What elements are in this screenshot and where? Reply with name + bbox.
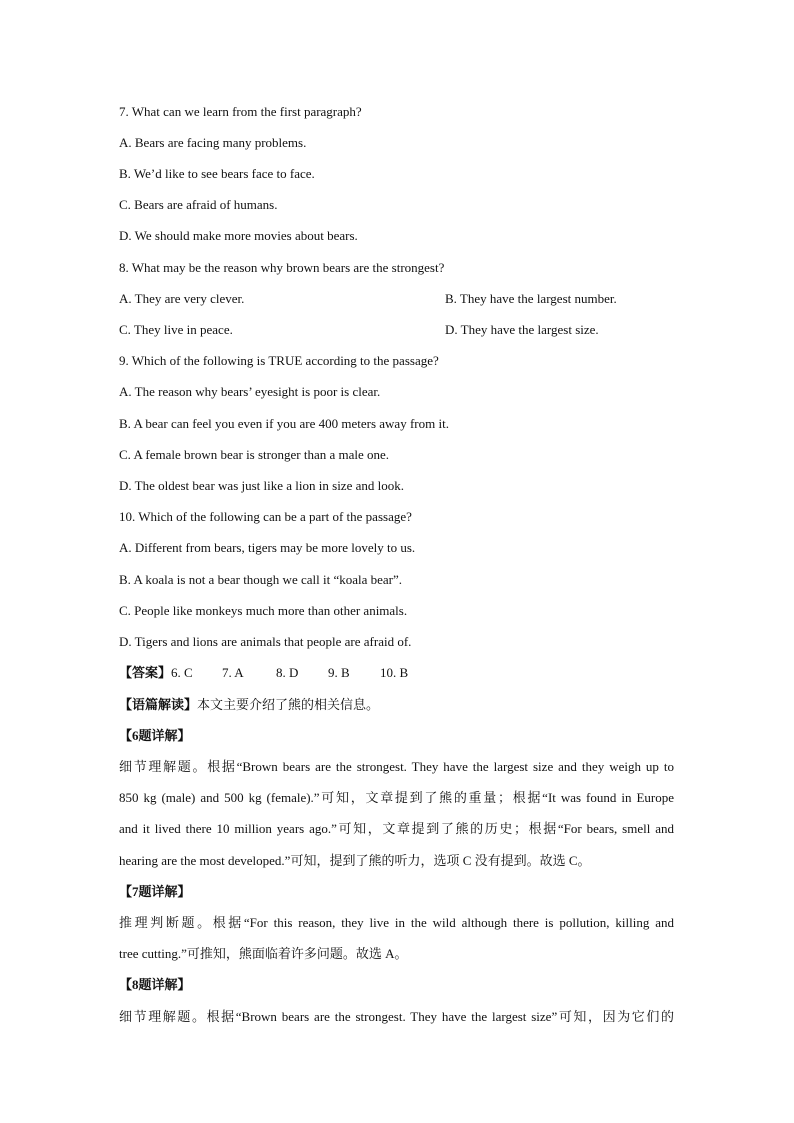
answer-item: 10. B bbox=[380, 665, 409, 680]
answer-key bbox=[119, 665, 679, 681]
explanation-6-line: 850 kg (male) and 500 kg (female).”可知，文章提到了熊的重量；根据“It was found in Europe bbox=[119, 790, 674, 805]
question-10-option-a: A. Different from bears, tigers may be more lovely to us. bbox=[119, 540, 416, 555]
question-7-option-c: C. Bears are afraid of humans. bbox=[119, 197, 278, 212]
question-10-stem: 10. Which of the following can be a part of the passage? bbox=[119, 509, 412, 524]
answer-item: 8. D bbox=[276, 665, 299, 680]
question-9-option-a: A. The reason why bears’ eyesight is poor is clear. bbox=[119, 384, 381, 399]
explanation-6-line: and it lived there 10 million years ago.”可知，文章提到了熊的历史；根据“For bears, smell and bbox=[119, 821, 674, 836]
discourse-reading bbox=[119, 697, 679, 713]
question-8-stem: 8. What may be the reason why brown bears are the strongest? bbox=[119, 260, 445, 275]
answer-item: 6. C bbox=[171, 665, 193, 680]
question-9-stem: 9. Which of the following is TRUE according to the passage? bbox=[119, 353, 439, 368]
explanation-8-line: 细节理解题。根据“Brown bears are the strongest. They have the largest size”可知，因为它们的 bbox=[119, 1009, 674, 1024]
question-7-option-d: D. We should make more movies about bears. bbox=[119, 228, 358, 243]
explanation-6-heading: 【6题详解】 bbox=[119, 728, 191, 743]
discourse-label: 【语篇解读】 bbox=[119, 697, 198, 712]
explanation-7-heading: 【7题详解】 bbox=[119, 884, 191, 899]
answer-key-label: 【答案】 bbox=[119, 665, 172, 680]
question-8-option-c: C. They live in peace. bbox=[119, 322, 233, 337]
question-7-option-b: B. We’d like to see bears face to face. bbox=[119, 166, 315, 181]
explanation-7-line: 推理判断题。根据“For this reason, they live in the wild although there is pollution, killing and bbox=[119, 915, 674, 930]
answer-item: 9. B bbox=[328, 665, 350, 680]
explanation-7-line: tree cutting.”可推知，熊面临着许多问题。故选 A。 bbox=[119, 946, 408, 961]
explanation-6-line: hearing are the most developed.”可知，提到了熊的听力，选项 C 没有提到。故选 C。 bbox=[119, 853, 591, 868]
answer-item: 7. A bbox=[222, 665, 244, 680]
question-7-option-a: A. Bears are facing many problems. bbox=[119, 135, 307, 150]
explanation-6-line: 细节理解题。根据“Brown bears are the strongest. They have the largest size and they weigh up to bbox=[119, 759, 674, 774]
question-10-option-b: B. A koala is not a bear though we call it “koala bear”. bbox=[119, 572, 403, 587]
question-7-stem: 7. What can we learn from the first paragraph? bbox=[119, 104, 362, 119]
question-10-option-c: C. People like monkeys much more than other animals. bbox=[119, 603, 408, 618]
question-8-option-b: B. They have the largest number. bbox=[445, 291, 617, 306]
explanation-8-heading: 【8题详解】 bbox=[119, 977, 191, 992]
question-9-option-c: C. A female brown bear is stronger than a male one. bbox=[119, 447, 390, 462]
question-9-option-d: D. The oldest bear was just like a lion in size and look. bbox=[119, 478, 404, 493]
question-10-option-d: D. Tigers and lions are animals that people are afraid of. bbox=[119, 634, 412, 649]
discourse-text: 本文主要介绍了熊的相关信息。 bbox=[197, 697, 380, 712]
question-9-option-b: B. A bear can feel you even if you are 400 meters away from it. bbox=[119, 416, 449, 431]
question-8-option-a: A. They are very clever. bbox=[119, 291, 245, 306]
question-8-option-d: D. They have the largest size. bbox=[445, 322, 599, 337]
